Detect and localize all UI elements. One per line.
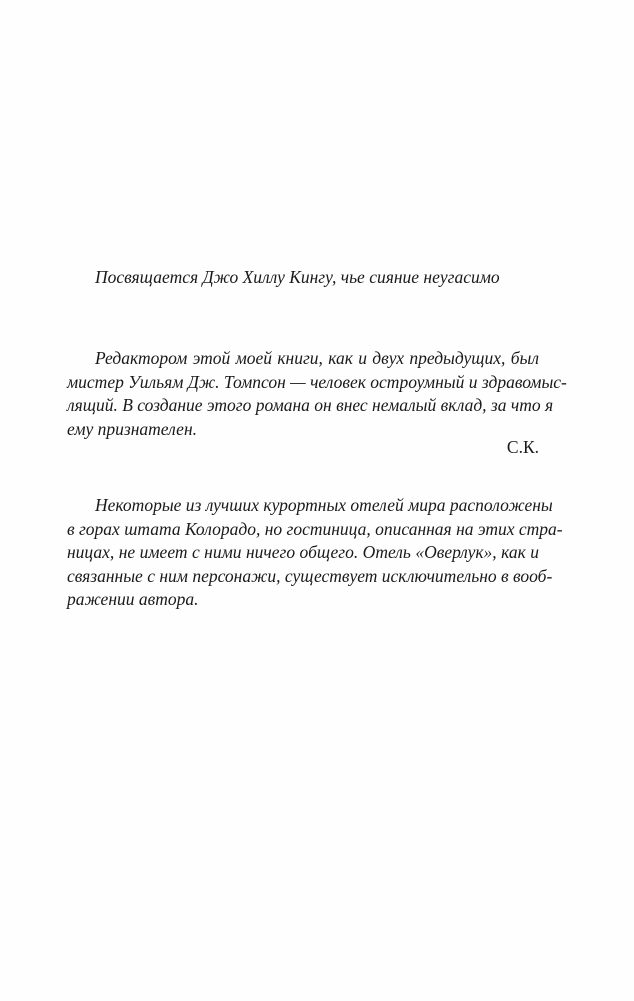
disclaimer [67, 494, 563, 612]
dedication [67, 266, 539, 290]
disclaimer-line: Некоторые из лучших курортных отелей мира расположены [95, 495, 553, 515]
editor-note-line: ему признателен. [67, 418, 198, 439]
disclaimer-line: в горах штата Колорадо, но гостиница, описанная на этих стра- [67, 518, 563, 539]
disclaimer-line: ражении автора. [67, 589, 199, 609]
editor-note [67, 347, 567, 441]
disclaimer-line: ницах, не имеет с ними ничего общего. Отель «Оверлук», как и [67, 542, 539, 562]
editor-note-line: мистер Уильям Дж. Томпсон — человек остроумный и здравомыс- [67, 371, 567, 392]
editor-note-line: Редактором этой моей книги, как и двух предыдущих, был [95, 348, 539, 368]
editor-note-line: лящий. В создание этого романа он внес немалый вклад, за что я [67, 395, 554, 415]
author-signature: С.К. [506, 437, 539, 457]
dedication-line: Посвящается Джо Хиллу Кингу, чье сияние неугасимо [95, 267, 500, 287]
disclaimer-line: связанные с ним персонажи, существует исключительно в вооб- [67, 565, 553, 586]
